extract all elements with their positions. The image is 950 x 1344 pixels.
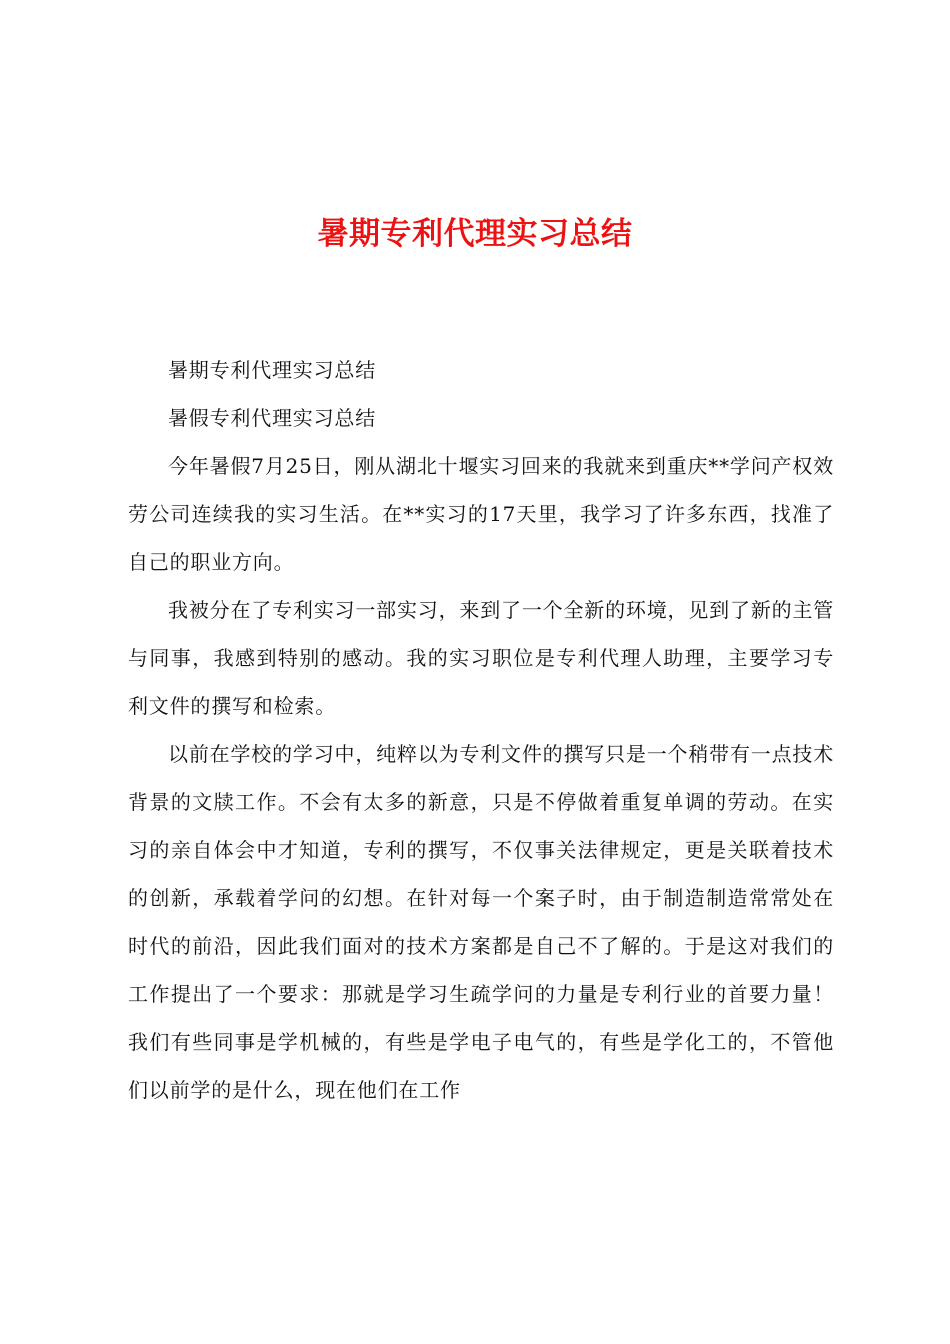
document-title: 暑期专利代理实习总结 xyxy=(317,216,633,252)
paragraph: 暑期专利代理实习总结 xyxy=(168,358,376,382)
paragraph: 我被分在了专利实习一部实习，来到了一个全新的环境，见到了新的主管与同事，我感到特别的感动。我的实习职位是专利代理人助理，主要学习专利文件的撰写和检索。 xyxy=(128,598,834,718)
paragraph: 暑假专利代理实习总结 xyxy=(168,406,376,430)
paragraph: 以前在学校的学习中，纯粹以为专利文件的撰写只是一个稍带有一点技术背景的文牍工作。不会有太多的新意，只是不停做着重复单调的劳动。在实习的亲自体会中才知道，专利的撰写，不仅事关法律规定，更是关联着技术的创新，承载着学问的幻想。在针对每一个案子时，由于制造制造常常处在时代的前沿，因此我们面对的技术方案都是自己不了解的。于是这对我们的工作提出了一个要求：那就是学习生疏学问的力量是专利行业的首要力量！我们有些同事是学机械的，有些是学电子电气的，有些是学化工的，不管他们以前学的是什么，现在他们在工作 xyxy=(128,742,834,1102)
document-body xyxy=(128,346,834,1114)
paragraph: 今年暑假7月25日，刚从湖北十堰实习回来的我就来到重庆**学问产权效劳公司连续我的实习生活。在**实习的17天里，我学习了许多东西，找准了自己的职业方向。 xyxy=(128,454,834,574)
